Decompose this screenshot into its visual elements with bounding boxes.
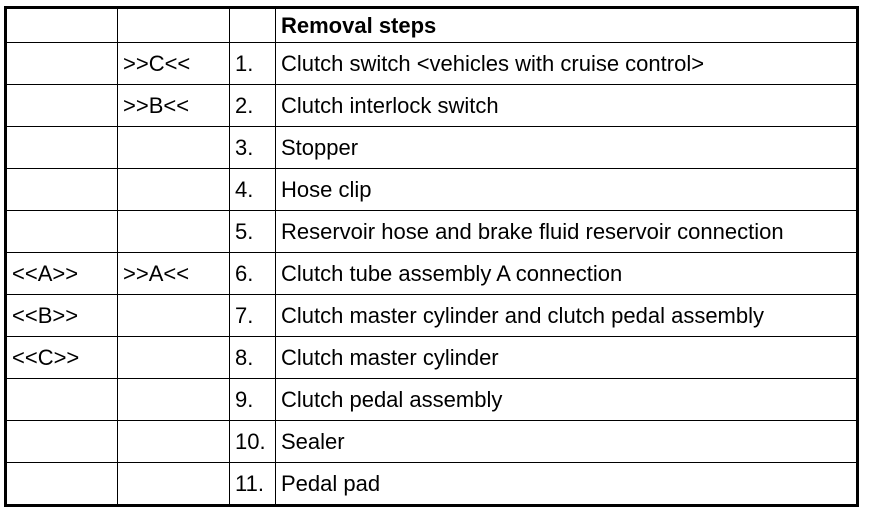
table-row bbox=[6, 463, 858, 506]
removal-ref-cell bbox=[118, 379, 230, 421]
step-number-cell: 4. bbox=[230, 169, 276, 211]
removal-ref-cell bbox=[118, 463, 230, 506]
table-row bbox=[6, 43, 858, 85]
step-description-cell: Clutch tube assembly A connection bbox=[276, 253, 858, 295]
table-header-row bbox=[6, 8, 858, 43]
removal-steps-table bbox=[4, 6, 859, 507]
step-number-cell: 3. bbox=[230, 127, 276, 169]
installation-ref-cell bbox=[6, 211, 118, 253]
step-number-cell: 11. bbox=[230, 463, 276, 506]
step-number-cell: 7. bbox=[230, 295, 276, 337]
removal-ref-cell bbox=[118, 337, 230, 379]
table-row bbox=[6, 379, 858, 421]
header-cell-install-ref bbox=[6, 8, 118, 43]
installation-ref-cell bbox=[6, 463, 118, 506]
installation-ref-cell bbox=[6, 169, 118, 211]
table-row bbox=[6, 295, 858, 337]
header-cell-number bbox=[230, 8, 276, 43]
step-description-cell: Reservoir hose and brake fluid reservoir connection bbox=[276, 211, 858, 253]
step-number-cell: 2. bbox=[230, 85, 276, 127]
step-description-cell: Clutch switch <vehicles with cruise control> bbox=[276, 43, 858, 85]
step-description-cell: Sealer bbox=[276, 421, 858, 463]
step-number-cell: 1. bbox=[230, 43, 276, 85]
step-description-cell: Clutch pedal assembly bbox=[276, 379, 858, 421]
removal-ref-cell bbox=[118, 295, 230, 337]
installation-ref-cell bbox=[6, 85, 118, 127]
installation-ref-cell bbox=[6, 127, 118, 169]
step-description-cell: Hose clip bbox=[276, 169, 858, 211]
step-description-cell: Stopper bbox=[276, 127, 858, 169]
table-row bbox=[6, 253, 858, 295]
removal-ref-cell bbox=[118, 211, 230, 253]
step-description-cell: Clutch master cylinder bbox=[276, 337, 858, 379]
removal-ref-cell: >>B<< bbox=[118, 85, 230, 127]
installation-ref-cell: <<B>> bbox=[6, 295, 118, 337]
removal-ref-cell: >>C<< bbox=[118, 43, 230, 85]
step-description-cell: Clutch master cylinder and clutch pedal assembly bbox=[276, 295, 858, 337]
table-row bbox=[6, 421, 858, 463]
installation-ref-cell: <<C>> bbox=[6, 337, 118, 379]
removal-ref-cell bbox=[118, 127, 230, 169]
step-number-cell: 10. bbox=[230, 421, 276, 463]
step-number-cell: 9. bbox=[230, 379, 276, 421]
removal-ref-cell bbox=[118, 421, 230, 463]
table-row bbox=[6, 85, 858, 127]
installation-ref-cell: <<A>> bbox=[6, 253, 118, 295]
table-row bbox=[6, 127, 858, 169]
removal-ref-cell: >>A<< bbox=[118, 253, 230, 295]
installation-ref-cell bbox=[6, 43, 118, 85]
installation-ref-cell bbox=[6, 421, 118, 463]
table-row bbox=[6, 211, 858, 253]
header-cell-removal-steps: Removal steps bbox=[276, 8, 858, 43]
step-description-cell: Clutch interlock switch bbox=[276, 85, 858, 127]
removal-ref-cell bbox=[118, 169, 230, 211]
installation-ref-cell bbox=[6, 379, 118, 421]
step-number-cell: 5. bbox=[230, 211, 276, 253]
header-cell-removal-ref bbox=[118, 8, 230, 43]
table-row bbox=[6, 337, 858, 379]
step-number-cell: 8. bbox=[230, 337, 276, 379]
step-number-cell: 6. bbox=[230, 253, 276, 295]
table-row bbox=[6, 169, 858, 211]
step-description-cell: Pedal pad bbox=[276, 463, 858, 506]
